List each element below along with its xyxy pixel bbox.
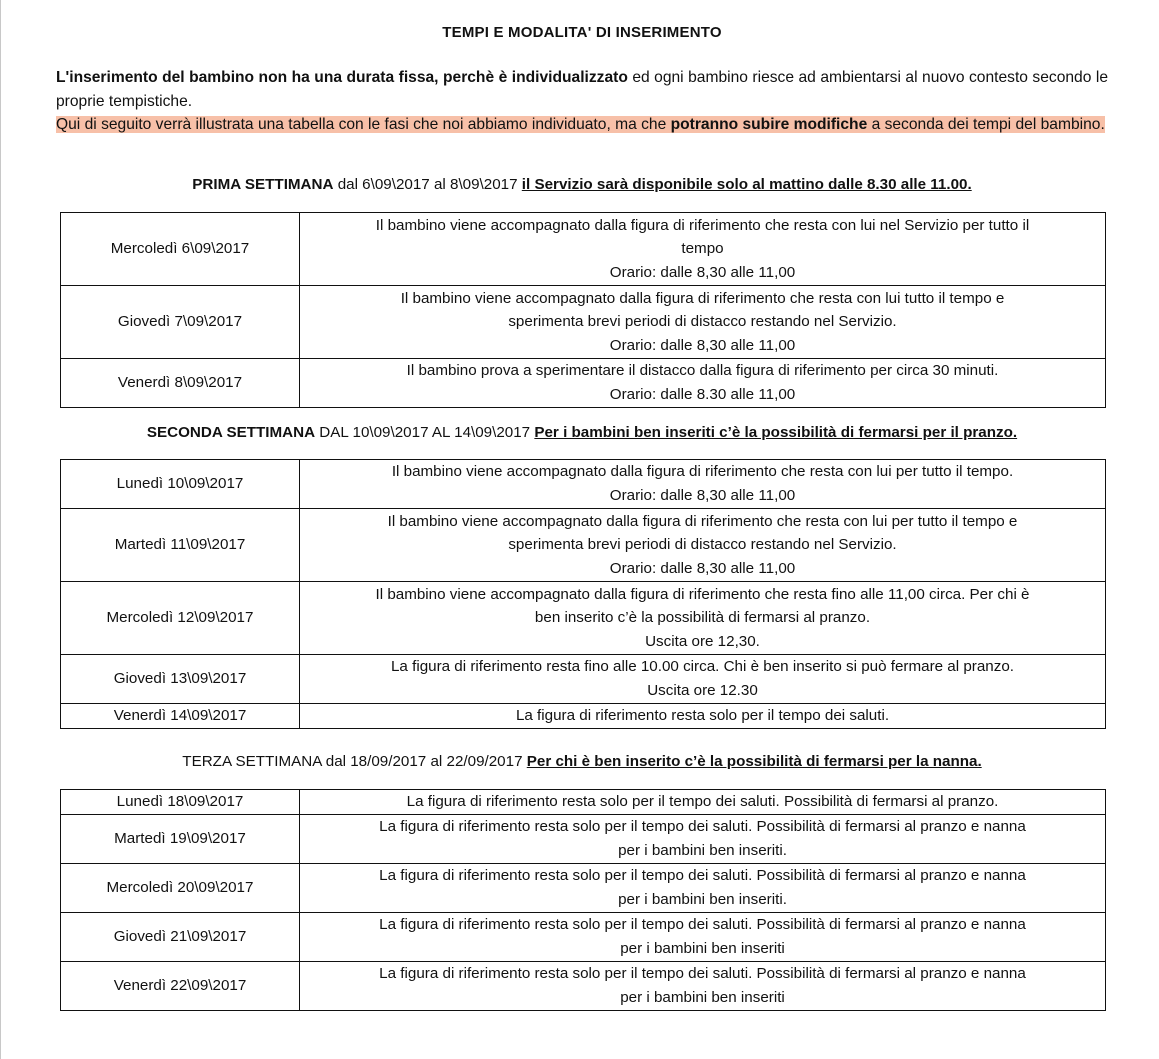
table-row — [61, 704, 1106, 729]
description-line: La figura di riferimento resta solo per il tempo dei saluti. Possibilità di fermarsi al pranzo e nanna — [379, 818, 1026, 836]
day-cell: Lunedì 18\09\2017 — [61, 790, 300, 815]
description-cell — [300, 962, 1106, 1011]
description-cell — [300, 913, 1106, 962]
description-line: ben inserito c’è la possibilità di fermarsi al pranzo. — [534, 609, 871, 627]
description-cell — [300, 460, 1106, 509]
description-line: Orario: dalle 8.30 alle 11,00 — [609, 386, 796, 403]
description-line: Il bambino prova a sperimentare il distacco dalla figura di riferimento per circa 30 minuti. — [406, 362, 999, 380]
description-line: Il bambino viene accompagnato dalla figura di riferimento che resta con lui nel Servizio per tutto il — [375, 216, 1030, 234]
table-row — [61, 790, 1106, 815]
description-cell — [300, 213, 1106, 286]
description-cell — [300, 509, 1106, 582]
day-cell: Martedì 19\09\2017 — [61, 815, 300, 864]
table-row — [61, 509, 1106, 582]
week-note: il Servizio sarà disponibile solo al mattino dalle 8.30 alle 11.00. — [521, 176, 972, 193]
day-cell: Venerdì 8\09\2017 — [61, 359, 300, 408]
week-note: Per chi è ben inserito c’è la possibilità di fermarsi per la nanna. — [526, 753, 982, 770]
description-line: Uscita ore 12,30. — [645, 632, 760, 650]
description-line: La figura di riferimento resta solo per il tempo dei saluti. Possibilità di fermarsi al pranzo. — [406, 793, 999, 811]
intro-bold: L'inserimento del bambino non ha una durata fissa, perchè è individualizzato — [56, 69, 628, 86]
description-cell — [300, 864, 1106, 913]
description-cell — [300, 815, 1106, 864]
week-dates: TERZA SETTIMANA dal 18/09/2017 al 22/09/2017 — [182, 753, 527, 770]
week-2-heading — [56, 424, 1108, 441]
description-cell — [300, 286, 1106, 359]
intro-paragraph-1 — [56, 66, 1108, 113]
day-cell: Giovedì 7\09\2017 — [61, 286, 300, 359]
description-line: Orario: dalle 8,30 alle 11,00 — [609, 263, 796, 281]
day-cell: Mercoledì 12\09\2017 — [61, 582, 300, 655]
week-dates: DAL 10\09\2017 AL 14\09\2017 — [315, 424, 535, 441]
note-text-a: Qui di seguito verrà illustrata una tabella con le fasi che noi abbiamo individuato, ma che — [56, 116, 671, 133]
page-edge — [0, 0, 1, 1059]
description-line: La figura di riferimento resta solo per il tempo dei saluti. — [515, 707, 890, 725]
document-title: TEMPI E MODALITA' DI INSERIMENTO — [442, 24, 722, 41]
table-row — [61, 655, 1106, 704]
description-line: Orario: dalle 8,30 alle 11,00 — [609, 336, 796, 354]
description-cell — [300, 704, 1106, 729]
day-cell: Mercoledì 20\09\2017 — [61, 864, 300, 913]
table-row — [61, 913, 1106, 962]
description-line: Orario: dalle 8,30 alle 11,00 — [609, 487, 796, 504]
description-line: sperimenta brevi periodi di distacco restando nel Servizio. — [508, 313, 897, 331]
description-line: La figura di riferimento resta fino alle 10.00 circa. Chi è ben inserito si può fermare al pranzo. — [390, 658, 1014, 676]
description-line: Il bambino viene accompagnato dalla figura di riferimento che resta con lui per tutto il tempo e — [387, 512, 1018, 530]
week-1-table — [60, 212, 1106, 408]
intro-text-rest: ed ogni bambino riesce ad ambientarsi al nuovo contesto secondo le proprie tempistiche. — [56, 69, 1108, 110]
description-line: Il bambino viene accompagnato dalla figura di riferimento che resta fino alle 11,00 circa. Per chi è — [375, 585, 1030, 603]
note-text-b: a seconda dei tempi del bambino. — [867, 116, 1105, 133]
table-row — [61, 582, 1106, 655]
table-row — [61, 213, 1106, 286]
description-cell — [300, 655, 1106, 704]
table-row — [61, 962, 1106, 1011]
day-cell: Giovedì 21\09\2017 — [61, 913, 300, 962]
week-label: PRIMA SETTIMANA — [192, 176, 334, 193]
day-cell: Giovedì 13\09\2017 — [61, 655, 300, 704]
day-cell: Mercoledì 6\09\2017 — [61, 213, 300, 286]
table-row — [61, 359, 1106, 408]
week-1-heading — [56, 176, 1108, 193]
description-cell — [300, 790, 1106, 815]
description-line: sperimenta brevi periodi di distacco restando nel Servizio. — [508, 536, 897, 554]
week-3-heading — [56, 753, 1108, 770]
day-cell: Lunedì 10\09\2017 — [61, 460, 300, 509]
description-cell — [300, 582, 1106, 655]
description-line: per i bambini ben inseriti. — [618, 842, 787, 859]
table-row — [61, 815, 1106, 864]
description-line: La figura di riferimento resta solo per il tempo dei saluti. Possibilità di fermarsi al pranzo e nanna — [379, 965, 1026, 983]
week-note: Per i bambini ben inseriti c’è la possibilità di fermarsi per il pranzo. — [534, 424, 1018, 441]
week-dates: dal 6\09\2017 al 8\09\2017 — [333, 176, 522, 193]
table-row — [61, 460, 1106, 509]
note-bold: potranno subire modifiche — [670, 116, 868, 133]
description-line: per i bambini ben inseriti — [620, 989, 785, 1006]
description-cell — [300, 359, 1106, 408]
week-2-table — [60, 459, 1106, 729]
week-3-table — [60, 789, 1106, 1011]
description-line: Uscita ore 12.30 — [647, 682, 758, 699]
table-row — [61, 864, 1106, 913]
table-row — [61, 286, 1106, 359]
week-label: SECONDA SETTIMANA — [146, 424, 316, 441]
description-line: Orario: dalle 8,30 alle 11,00 — [609, 559, 796, 577]
description-line: La figura di riferimento resta solo per il tempo dei saluti. Possibilità di fermarsi al pranzo e nanna — [379, 867, 1026, 885]
description-line: per i bambini ben inseriti. — [618, 891, 787, 908]
day-cell: Venerdì 14\09\2017 — [61, 704, 300, 729]
day-cell: Venerdì 22\09\2017 — [61, 962, 300, 1011]
description-line: tempo — [681, 240, 724, 258]
description-line: per i bambini ben inseriti — [620, 940, 785, 957]
highlighted-note — [56, 116, 1105, 133]
intro-text — [56, 66, 1108, 137]
description-line: Il bambino viene accompagnato dalla figura di riferimento che resta con lui per tutto il tempo. — [391, 463, 1014, 481]
intro-paragraph-2 — [56, 113, 1108, 137]
description-line: Il bambino viene accompagnato dalla figura di riferimento che resta con lui tutto il tempo e — [400, 289, 1005, 307]
day-cell: Martedì 11\09\2017 — [61, 509, 300, 582]
description-line: La figura di riferimento resta solo per il tempo dei saluti. Possibilità di fermarsi al pranzo e nanna — [379, 916, 1026, 934]
